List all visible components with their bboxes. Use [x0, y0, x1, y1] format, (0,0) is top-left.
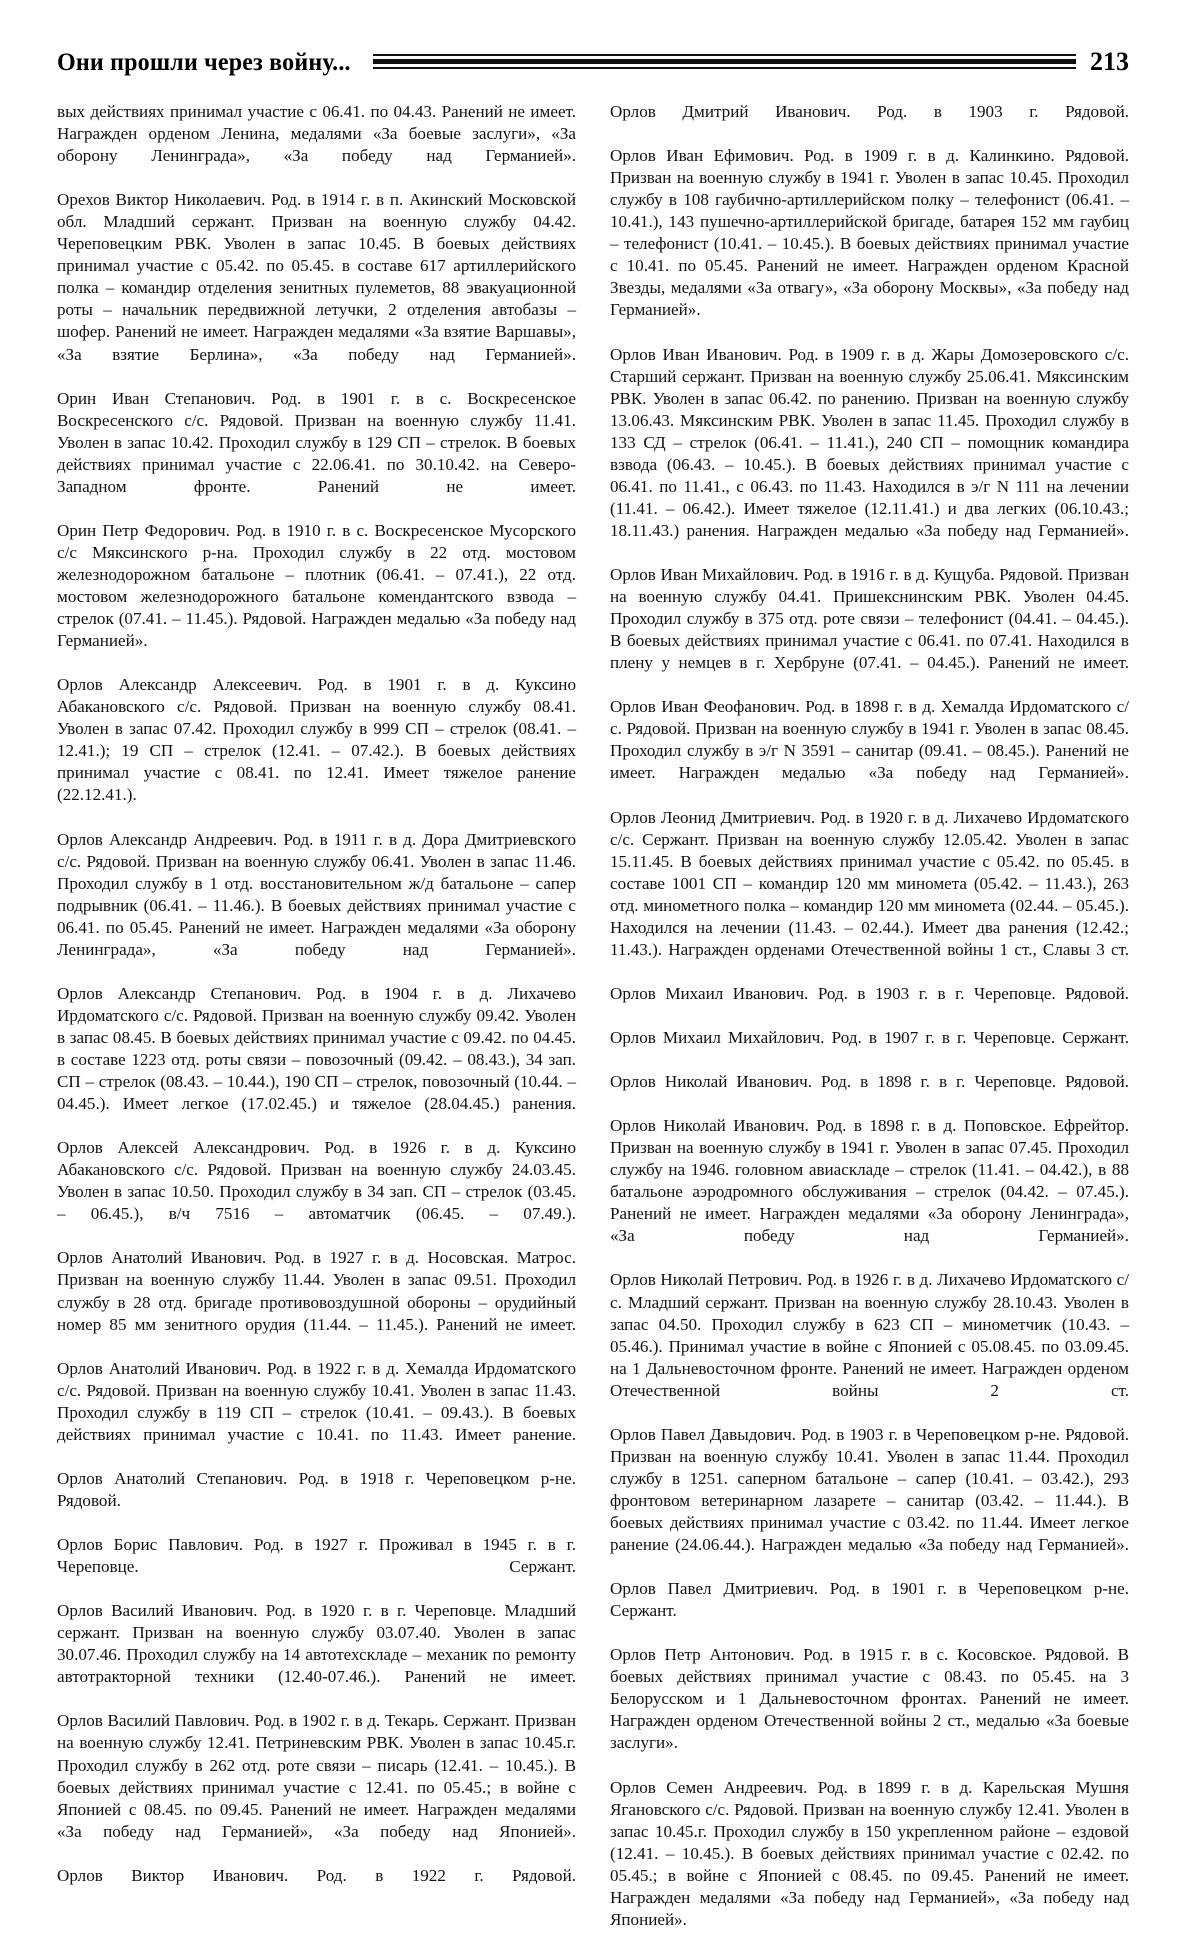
biography-entry: Орлов Петр Антонович. Род. в 1915 г. в с. Косовское. Рядовой. В боевых действиях принимал участие с 08.43. по 05.45. на 3 Белорусском и 1 Дальневосточном фронтах. Ранений не имеет. Награжден орденом Отечественной войны 2 ст., медалью «За боевые заслуги». [610, 1645, 1129, 1753]
biography-entry: Орлов Семен Андреевич. Род. в 1899 г. в д. Карельская Мушня Ягановского с/с. Рядовой. Призван на военную службу 12.41. Уволен в запас 10.45.г. Проходил службу в 150 укрепленном районе – ездовой (12.41. – 10.45.). В боевых действиях принимал участие с 02.42. по 05.45.; в войне с Японией с 08.45. по 09.45. Ранений не имеет. Награжден медалями «За победу над Германией», «За победу над Японией». [610, 1777, 1129, 1929]
running-head-rule [373, 54, 1076, 69]
biography-entry: Орехов Виктор Николаевич. Род. в 1914 г. в п. Акинский Московской обл. Младший сержант. Призван на военную службу 04.42. Череповецким РВК. Уволен в запас 10.45. В боевых действиях принимал участие с 05.42. по 05.45. в составе 617 артиллерийского полка – командир отделения зенитных пулеметов, 88 эвакуационной роты – начальник передвижной летучки, 2 отделения автобазы – шофер. Ранений не имеет. Награжден медалями «За взятие Варшавы», «За взятие Берлина», «За победу над Германией». [57, 190, 576, 364]
biography-entry: Орлов Дмитрий Иванович. Род. в 1903 г. Рядовой. [610, 102, 1129, 121]
biography-entry: Орлов Леонид Дмитриевич. Род. в 1920 г. в д. Лихачево Ирдоматского с/с. Сержант. Призван на военную службу 12.05.42. Уволен в запас 15.11.45. В боевых действиях принимал участие с 05.42. по 05.45. в составе 1001 СП – командир 120 мм миномета (05.42. – 11.43.), 263 отд. минометного полка – командир 120 мм миномета (02.44. – 05.45.). Находился на лечении (11.43. – 02.44.). Имеет два ранения (12.42.; 11.43.). Награжден орденами Отечественной войны 1 ст., Славы 3 ст. [610, 807, 1129, 959]
biography-entry: Орлов Иван Ефимович. Род. в 1909 г. в д. Калинкино. Рядовой. Призван на военную службу в 1941 г. Уволен в запас 10.45. Проходил службу в 108 гаубично-артиллерийском полку – телефонист (06.41. – 10.41.), 143 пушечно-артиллерийской бригаде, батарея 152 мм гаубиц – телефонист (10.41. – 10.45.). В боевых действиях принимал участие с 10.41. по 05.45. Ранений не имеет. Награжден орденом Красной Звезды, медалями «За отвагу», «За оборону Москвы», «За победу над Германией». [610, 146, 1129, 320]
biography-entry: Орлов Анатолий Иванович. Род. в 1927 г. в д. Носовская. Матрос. Призван на военную службу 11.44. Уволен в запас 09.51. Проходил службу в 28 отд. бригаде противовоздушной обороны – орудийный номер 85 мм зенитного орудия (11.44. – 11.45.). Ранений не имеет. [57, 1248, 576, 1334]
biography-entry: Орлов Иван Михайлович. Род. в 1916 г. в д. Кущуба. Рядовой. Призван на военную службу 04.41. Пришекснинским РВК. Уволен 04.45. Проходил службу в 375 отд. роте связи – телефонист (04.41. – 04.45.). В боевых действиях принимал участие с 06.41. по 07.41. Находился в плену у немцев в г. Хербруне (07.41. – 04.45.). Ранений не имеет. [610, 564, 1129, 673]
left-column [57, 101, 576, 1909]
biography-entry: вых действиях принимал участие с 06.41. по 04.43. Ранений не имеет. Награжден орденом Ленина, медалями «За боевые заслуги», «За оборону Ленинграда», «За победу над Германией». [57, 102, 576, 166]
biography-entry: Орлов Александр Андреевич. Род. в 1911 г. в д. Дора Дмитриевского с/с. Рядовой. Призван на военную службу 06.41. Уволен в запас 11.46. Проходил службу в 1 отд. восстановительном ж/д батальоне – сапер подрывник (06.41. – 11.46.). В боевых действиях принимал участие с 06.41. по 05.45. Ранений не имеет. Награжден медалями «За оборону Ленинграда», «За победу над Германией». [57, 829, 576, 959]
biography-entry: Орин Петр Федорович. Род. в 1910 г. в с. Воскресенское Мусорского с/с Мяксинского р-на. Проходил службу в 22 отд. мостовом железнодорожном батальоне – плотник (06.41. – 07.41.), 22 отд. мостовом железнодорожного батальоне комендантского взвода – стрелок (07.41. – 11.45.). Рядовой. Награжден медалью «За победу над Германией». [57, 520, 576, 651]
biography-entry: Орлов Виктор Иванович. Род. в 1922 г. Рядовой. [57, 1865, 576, 1885]
biography-entry: Орлов Анатолий Степанович. Род. в 1918 г. Череповецком р-не. Рядовой. [57, 1468, 576, 1510]
biography-entry: Орлов Алексей Александрович. Род. в 1926 г. в д. Куксино Абакановского с/с. Рядовой. Призван на военную службу 24.03.45. Уволен в запас 10.50. Проходил службу в 34 зап. СП – стрелок (03.45. – 06.45.), в/ч 7516 – автоматчик (06.45. – 07.49.). [57, 1138, 576, 1224]
biography-entry: Орлов Павел Дмитриевич. Род. в 1901 г. в Череповецком р-не. Сержант. [610, 1579, 1129, 1621]
right-column [610, 101, 1129, 1953]
biography-entry: Орлов Николай Иванович. Род. в 1898 г. в д. Поповское. Ефрейтор. Призван на военную службу в 1941 г. Уволен в запас 07.45. Проходил службу на 1946. головном авиаскладе – стрелок (11.41. – 04.42.), в 88 батальоне аэродромного обслуживания – стрелок (04.42. – 07.45.). Ранений не имеет. Награжден медалями «За оборону Ленинграда», «За победу над Германией». [610, 1116, 1129, 1246]
biography-entry: Орлов Александр Степанович. Род. в 1904 г. в д. Лихачево Ирдоматского с/с. Рядовой. Призван на военную службу 09.42. Уволен в запас 08.45. В боевых действиях принимал участие с 09.42. по 04.45. в составе 1223 отд. роты связи – повозочный (09.42. – 08.43.), 34 зап. СП – стрелок (08.43. – 10.44.), 190 СП – стрелок, повозочный (10.44. – 04.45.). Имеет легкое (17.02.45.) и тяжелое (28.04.45.) ранения. [57, 983, 576, 1114]
biography-entry: Орин Иван Степанович. Род. в 1901 г. в с. Воскресенское Воскресенского с/с. Рядовой. Призван на военную службу 11.41. Уволен в запас 10.42. Проходил службу в 129 СП – стрелок. В боевых действиях принимал участие с 22.06.41. по 30.10.42. на Северо-Западном фронте. Ранений не имеет. [57, 388, 576, 496]
biography-entry: Орлов Павел Давыдович. Род. в 1903 г. в Череповецком р-не. Рядовой. Призван на военную службу 10.41. Уволен в запас 11.44. Проходил службу в 1251. саперном батальоне – сапер (10.41. – 03.42.), 293 фронтовом ветеринарном лазарете – санитар (03.42. – 11.44.). В боевых действиях принимал участие с 03.42. по 11.44. Имеет легкое ранение (24.06.44.). Награжден медалью «За победу над Германией». [610, 1424, 1129, 1555]
page-number: 213 [1090, 47, 1129, 76]
biography-entry: Орлов Николай Иванович. Род. в 1898 г. в г. Череповце. Рядовой. [610, 1072, 1129, 1092]
running-head-title: Они прошли через войну... [57, 48, 351, 76]
running-head-rule-thick [373, 59, 1076, 64]
biography-entry: Орлов Александр Алексеевич. Род. в 1901 г. в д. Куксино Абакановского с/с. Рядовой. Призван на военную службу 08.41. Уволен в запас 07.42. Проходил службу в 999 СП – стрелок (08.41. – 12.41.); 19 СП – стрелок (12.41. – 07.42.). В боевых действиях принимал участие с 08.41. по 12.41. Имеет тяжелое ранение (22.12.41.). [57, 675, 576, 805]
biography-entry: Орлов Михаил Михайлович. Род. в 1907 г. в г. Череповце. Сержант. [610, 1027, 1129, 1047]
biography-entry: Орлов Иван Иванович. Род. в 1909 г. в д. Жары Домозеровского с/с. Старший сержант. Призван на военную службу 25.06.41. Мяксинским РВК. Уволен в запас 06.42. по ранению. Призван на военную службу 13.06.43. Мяксинским РВК. Уволен в запас 11.45. Проходил службу в 133 СД – стрелок (06.41. – 11.41.), 240 СП – помощник командира взвода (06.43. – 10.45.). В боевых действиях принимал участие с 06.41. по 11.41., с 06.43. по 11.43. Находился в э/г N 111 на лечении (11.41. – 06.42.). Имеет тяжелое (12.11.41.) и два легких (06.10.43.; 18.11.43.) ранения. Награжден медалью «За победу над Германией». [610, 344, 1129, 540]
text-body [57, 101, 1129, 1929]
biography-entry: Орлов Николай Петрович. Род. в 1926 г. в д. Лихачево Ирдоматского с/с. Младший сержант. Призван на военную службу 28.10.43. Уволен в запас 04.50. Проходил службу в 623 СП – минометчик (10.43. – 05.46.). Принимал участие в войне с Японией с 05.08.45. по 03.09.45. на 1 Дальневосточном фронте. Ранений не имеет. Награжден орденом Отечественной войны 2 ст. [610, 1270, 1129, 1400]
biography-entry: Орлов Анатолий Иванович. Род. в 1922 г. в д. Хемалда Ирдоматского с/с. Рядовой. Призван на военную службу 10.41. Уволен в запас 11.43. Проходил службу в 119 СП – стрелок (10.41. – 09.43.). В боевых действиях принимал участие с 10.41. по 11.43. Имеет ранение. [57, 1358, 576, 1444]
biography-entry: Орлов Михаил Иванович. Род. в 1903 г. в г. Череповце. Рядовой. [610, 983, 1129, 1003]
biography-entry: Орлов Василий Иванович. Род. в 1920 г. в г. Череповце. Младший сержант. Призван на военную службу 03.07.40. Уволен в запас 30.07.46. Проходил службу на 14 автотехскладе – механик по ремонту автотракторной техники (12.40-07.46.). Ранений не имеет. [57, 1601, 576, 1687]
biography-entry: Орлов Василий Павлович. Род. в 1902 г. в д. Текарь. Сержант. Призван на военную службу 12.41. Петриневским РВК. Уволен в запас 10.45.г. Проходил службу в 262 отд. роте связи – писарь (12.41. – 10.45.). В боевых действиях принимал участие с 12.41. по 05.45.; в войне с Японией с 08.45. по 09.45. Ранений не имеет. Награжден медалями «За победу над Германией», «За победу над Японией». [57, 1711, 576, 1841]
running-head [57, 40, 1129, 84]
biography-entry: Орлов Борис Павлович. Род. в 1927 г. Проживал в 1945 г. в г. Череповце. Сержант. [57, 1535, 576, 1577]
biography-entry: Орлов Иван Феофанович. Род. в 1898 г. в д. Хемалда Ирдоматского с/с. Рядовой. Призван на военную службу в 1941 г. Уволен в запас 08.45. Проходил службу в э/г N 3591 – санитар (09.41. – 08.45.). Ранений не имеет. Награжден медалью «За победу над Германией». [610, 697, 1129, 783]
